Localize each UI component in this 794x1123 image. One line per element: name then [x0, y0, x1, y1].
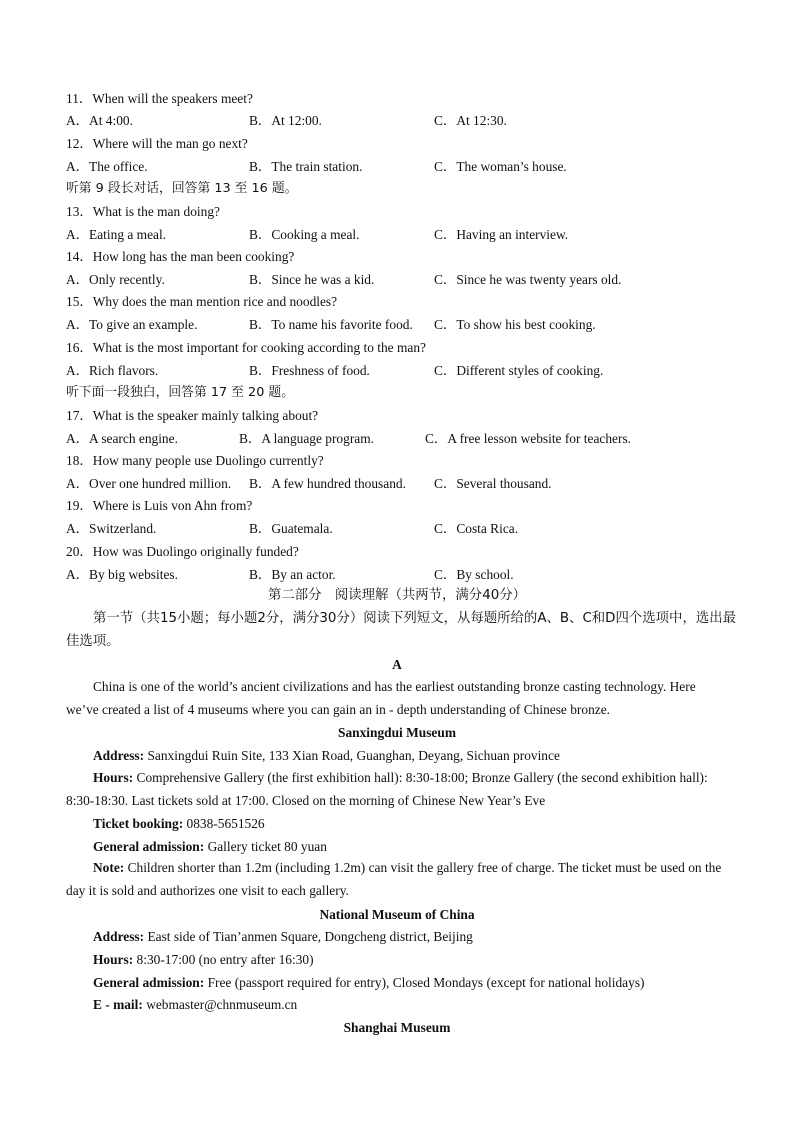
- address-value: East side of Tian’anmen Square, Dongcheng district, Beijing: [144, 929, 473, 944]
- hours-label: Hours:: [93, 952, 134, 967]
- options-14: [66, 271, 766, 289]
- question-14: 14．How long has the man been cooking?: [66, 249, 295, 264]
- option-c: C．A free lesson website for teachers.: [425, 431, 631, 446]
- question-11: 11．When will the speakers meet?: [66, 91, 253, 106]
- ticket-value: 0838-5651526: [183, 816, 265, 831]
- option-a: A．Switzerland.: [66, 521, 157, 536]
- option-c: C．By school.: [434, 567, 514, 582]
- museum-3-title: Shanghai Museum: [343, 1020, 451, 1035]
- option-b: B．Freshness of food.: [249, 363, 370, 378]
- note-label: Note:: [93, 860, 125, 875]
- email-value: webmaster@chnmuseum.cn: [142, 997, 298, 1012]
- museum-2-admission: [93, 974, 645, 992]
- option-a: A．To give an example.: [66, 317, 198, 332]
- museum-1-note: [66, 857, 726, 902]
- options-16: [66, 362, 766, 380]
- section-9-intro: 听第 9 段长对话，回答第 13 至 16 题。: [66, 181, 298, 196]
- option-b: B．Cooking a meal.: [249, 227, 360, 242]
- admission-label: General admission:: [93, 975, 205, 990]
- admission-value: Free (passport required for entry), Closed Mondays (except for national holidays): [204, 975, 645, 990]
- options-19: [66, 520, 766, 538]
- option-a: A．At 4:00.: [66, 113, 133, 128]
- option-b: B．A language program.: [239, 431, 374, 446]
- question-18: 18．How many people use Duolingo currently?: [66, 453, 324, 468]
- option-a: A．By big websites.: [66, 567, 178, 582]
- note-value: Children shorter than 1.2m (including 1.2m) can visit the gallery free of charge. The ticket must be used on the day it is sold and authorizes one visit to each gallery.: [66, 860, 722, 898]
- museum-1-ticket: [93, 815, 265, 833]
- admission-label: General admission:: [93, 839, 205, 854]
- section-1-instructions: 第一节（共15小题；每小题2分，满分30分）阅读下列短文，从每题所给的A、B、C和D四个选项中，选出最佳选项。: [66, 611, 737, 649]
- question-19: 19．Where is Luis von Ahn from?: [66, 498, 253, 513]
- option-b: B．A few hundred thousand.: [249, 476, 406, 491]
- address-label: Address:: [93, 929, 145, 944]
- options-11: [66, 112, 766, 130]
- admission-value: Gallery ticket 80 yuan: [204, 839, 327, 854]
- museum-1-admission: [93, 838, 327, 856]
- option-a: A．Eating a meal.: [66, 227, 167, 242]
- option-b: B．To name his favorite food.: [249, 317, 413, 332]
- option-a: A．A search engine.: [66, 431, 178, 446]
- hours-label: Hours:: [93, 770, 134, 785]
- options-15: [66, 316, 766, 334]
- option-c: C．Several thousand.: [434, 476, 552, 491]
- passage-label: A: [392, 657, 402, 672]
- hours-value: Comprehensive Gallery (the first exhibition hall): 8:30-18:00; Bronze Gallery (the second exhibition hall): 8:30-18:30. Last tickets sold at 17:00. Closed on the morning of Chinese New Year’s Eve: [66, 770, 708, 808]
- option-b: B．At 12:00.: [249, 113, 322, 128]
- option-c: C．The woman’s house.: [434, 159, 567, 174]
- option-c: C．Costa Rica.: [434, 521, 519, 536]
- question-20: 20．How was Duolingo originally funded?: [66, 544, 299, 559]
- museum-1-title: Sanxingdui Museum: [338, 725, 456, 740]
- question-17: 17．What is the speaker mainly talking about?: [66, 408, 319, 423]
- museum-2-title: National Museum of China: [319, 907, 475, 922]
- options-18: [66, 475, 766, 493]
- option-c: C．At 12:30.: [434, 113, 507, 128]
- part-two-title: 第二部分 阅读理解（共两节，满分40分）: [267, 588, 527, 603]
- option-b: B．By an actor.: [249, 567, 336, 582]
- option-b: B．Guatemala.: [249, 521, 333, 536]
- passage-intro: China is one of the world’s ancient civilizations and has the earliest outstanding bronze casting technology. Here we’ve created a list of 4 museums where you can gain an in - depth understanding of Chinese bronze.: [66, 679, 696, 717]
- options-20: [66, 566, 766, 584]
- option-c: C．Since he was twenty years old.: [434, 272, 622, 287]
- option-c: C．Different styles of cooking.: [434, 363, 604, 378]
- option-c: C．Having an interview.: [434, 227, 569, 242]
- option-b: B．The train station.: [249, 159, 363, 174]
- museum-1-hours: [66, 767, 726, 812]
- options-17: [66, 430, 766, 448]
- address-label: Address:: [93, 748, 145, 763]
- question-13: 13．What is the man doing?: [66, 204, 220, 219]
- ticket-label: Ticket booking:: [93, 816, 184, 831]
- option-a: A．Over one hundred million.: [66, 476, 232, 491]
- option-a: A．The office.: [66, 159, 148, 174]
- question-12: 12．Where will the man go next?: [66, 136, 248, 151]
- option-b: B．Since he was a kid.: [249, 272, 375, 287]
- museum-2-email: [93, 996, 297, 1014]
- question-15: 15．Why does the man mention rice and noodles?: [66, 294, 338, 309]
- museum-1-address: [93, 747, 560, 765]
- museum-2-hours: [93, 951, 314, 969]
- option-a: A．Only recently.: [66, 272, 165, 287]
- options-12: [66, 158, 766, 176]
- monologue-intro: 听下面一段独白，回答第 17 至 20 题。: [66, 385, 294, 400]
- hours-value: 8:30-17:00 (no entry after 16:30): [133, 952, 314, 967]
- email-label: E - mail:: [93, 997, 143, 1012]
- address-value: Sanxingdui Ruin Site, 133 Xian Road, Guanghan, Deyang, Sichuan province: [144, 748, 560, 763]
- museum-2-address: [93, 928, 473, 946]
- option-a: A．Rich flavors.: [66, 363, 159, 378]
- question-16: 16．What is the most important for cooking according to the man?: [66, 340, 426, 355]
- options-13: [66, 226, 766, 244]
- option-c: C．To show his best cooking.: [434, 317, 596, 332]
